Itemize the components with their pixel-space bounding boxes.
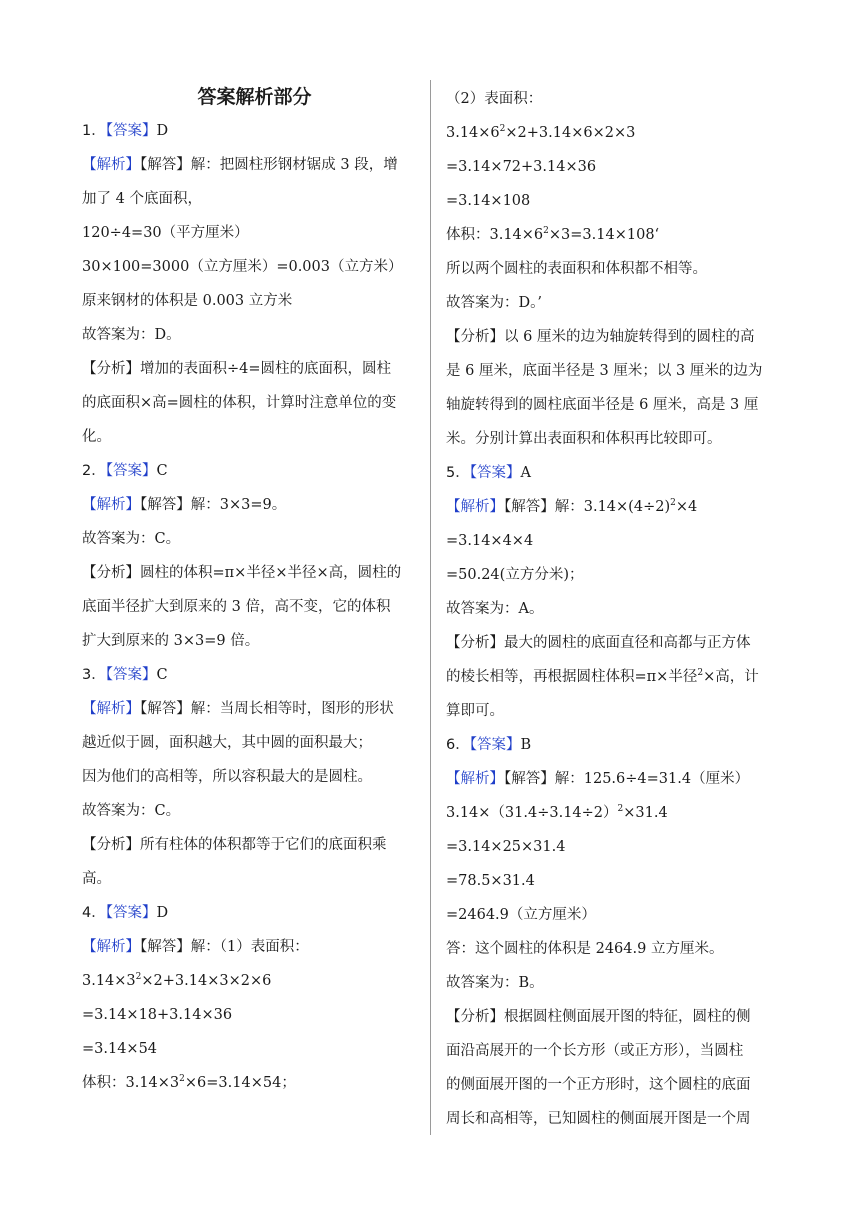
answer-tag: 【解析】 [446, 771, 504, 787]
line-text-tail: ×2+3.14×6×2×3 [505, 125, 636, 141]
text-line [82, 998, 427, 1032]
text-line [82, 760, 427, 794]
line-text: 扩大到原来的 3×3=9 倍。 [82, 633, 260, 649]
line-text: 【解答】解：3.14×(4÷2) [504, 499, 671, 515]
answer-tag: 【解析】 [82, 497, 140, 513]
text-line [82, 420, 427, 454]
text-line [82, 114, 427, 148]
text-line [446, 728, 791, 762]
line-text: =2464.9（立方厘米） [446, 907, 596, 923]
text-line [82, 284, 427, 318]
text-line [82, 182, 427, 216]
text-line [446, 1102, 791, 1136]
left-lines [82, 114, 427, 1100]
text-line [446, 252, 791, 286]
question-number: 5． [446, 465, 470, 481]
line-text: =50.24(立方分米)； [446, 567, 584, 583]
line-text: 体积：3.14×6 [446, 227, 544, 243]
text-line [82, 522, 427, 556]
text-line [446, 558, 791, 592]
text-line [82, 828, 427, 862]
line-text: 高。 [82, 871, 111, 887]
line-text: 加了 4 个底面积， [82, 191, 202, 207]
text-line [82, 658, 427, 692]
superscript: 2 [543, 226, 549, 236]
line-text: =3.14×72+3.14×36 [446, 159, 597, 175]
text-line [446, 286, 791, 320]
text-line [446, 966, 791, 1000]
line-text: 周长和高相等，已知圆柱的侧面展开图是一个周 [446, 1111, 751, 1127]
line-text: 轴旋转得到的圆柱底面半径是 6 厘米，高是 3 厘 [446, 397, 759, 413]
line-text: 故答案为：A。 [446, 601, 544, 617]
superscript: 2 [670, 498, 676, 508]
line-text: 因为他们的高相等，所以容积最大的是圆柱。 [82, 769, 372, 785]
line-text: 故答案为：D。’ [446, 295, 542, 311]
superscript: 2 [499, 124, 506, 134]
line-text-tail: ×3=3.14×108‘ [548, 227, 660, 243]
text-line [82, 556, 427, 590]
line-text: 的底面积×高=圆柱的体积，计算时注意单位的变 [82, 395, 397, 411]
line-text: =3.14×108 [446, 193, 531, 209]
right-lines [446, 82, 791, 1136]
line-text: 【分析】所有柱体的体积都等于它们的底面积乘 [82, 837, 387, 853]
answer-tag: 【解析】 [446, 499, 504, 515]
line-text-tail: ×31.4 [623, 805, 668, 821]
text-line [82, 726, 427, 760]
answer-tag: 【解析】 [82, 939, 140, 955]
text-line [446, 82, 791, 116]
line-text: =3.14×18+3.14×36 [82, 1007, 233, 1023]
line-text: 【分析】圆柱的体积=π×半径×半径×高，圆柱的 [82, 565, 402, 581]
text-line [446, 218, 791, 252]
line-text: 原来钢材的体积是 0.003 立方米 [82, 293, 293, 309]
text-line [82, 386, 427, 420]
text-line [446, 592, 791, 626]
line-text: 故答案为：B。 [446, 975, 544, 991]
line-text: 体积：3.14×3 [82, 1075, 180, 1091]
line-text: 【分析】最大的圆柱的底面直径和高都与正方体 [446, 635, 751, 651]
line-text: 【解答】解：3×3=9。 [140, 497, 287, 513]
line-text: 120÷4=30（平方厘米） [82, 225, 249, 241]
text-line [446, 932, 791, 966]
line-text: 化。 [82, 429, 111, 445]
text-line [82, 794, 427, 828]
text-line [82, 930, 427, 964]
line-text: 面沿高展开的一个长方形（或正方形），当圆柱 [446, 1043, 744, 1059]
text-line [446, 626, 791, 660]
text-line [82, 896, 427, 930]
line-text: 【分析】以 6 厘米的边为轴旋转得到的圆柱的高 [446, 329, 755, 345]
text-line [446, 524, 791, 558]
superscript: 2 [179, 1074, 185, 1084]
right-column [446, 82, 791, 1136]
text-line [446, 830, 791, 864]
text-line [446, 796, 791, 830]
line-text: 故答案为：C。 [82, 531, 181, 547]
text-line [446, 184, 791, 218]
answer-tag: 【答案】 [469, 737, 521, 753]
line-text: 故答案为：C。 [82, 803, 181, 819]
text-line [446, 694, 791, 728]
text-line [446, 150, 791, 184]
line-text: 答：这个圆柱的体积是 2464.9 立方厘米。 [446, 941, 724, 957]
text-line [82, 454, 427, 488]
column-divider [430, 80, 431, 1135]
question-number: 6． [446, 737, 470, 753]
line-text: 底面半径扩大到原来的 3 倍，高不变，它的体积 [82, 599, 391, 615]
line-text: =3.14×54 [82, 1041, 158, 1057]
line-text: 米。分别计算出表面积和体积再比较即可。 [446, 431, 722, 447]
line-text: A [520, 465, 531, 481]
answer-tag: 【答案】 [105, 667, 157, 683]
text-line [446, 1034, 791, 1068]
text-line [82, 624, 427, 658]
superscript: 2 [135, 972, 142, 982]
line-text: 所以两个圆柱的表面积和体积都不相等。 [446, 261, 707, 277]
answer-tag: 【解析】 [82, 701, 140, 717]
question-number: 3． [82, 667, 106, 683]
text-line [446, 1068, 791, 1102]
text-line [446, 660, 791, 694]
line-text: 【分析】增加的表面积÷4=圆柱的底面积，圆柱 [82, 361, 392, 377]
page-title: 答案解析部分 [197, 86, 312, 108]
line-text: 越近似于圆，面积越大，其中圆的面积最大； [82, 735, 372, 751]
line-text: 是 6 厘米，底面半径是 3 厘米；以 3 厘米的边为 [446, 363, 763, 379]
question-number: 1． [82, 123, 106, 139]
text-line [446, 320, 791, 354]
text-line [82, 216, 427, 250]
line-text: D [156, 123, 169, 139]
left-column [82, 82, 427, 1100]
answer-tag: 【答案】 [105, 123, 157, 139]
line-text: B [520, 737, 532, 753]
text-line [446, 864, 791, 898]
text-line [446, 762, 791, 796]
superscript: 2 [697, 668, 704, 678]
text-line [446, 456, 791, 490]
line-text: 【解答】解：把圆柱形钢材锯成 3 段，增 [140, 157, 398, 173]
line-text: 【分析】根据圆柱侧面展开图的特征，圆柱的侧 [446, 1009, 751, 1025]
line-text-tail: ×2+3.14×3×2×6 [141, 973, 272, 989]
line-text: 3.14×6 [446, 125, 500, 141]
question-number: 2． [82, 463, 106, 479]
line-text: 算即可。 [446, 703, 504, 719]
line-text: 30×100=3000（立方厘米）=0.003（立方米） [82, 259, 403, 275]
text-line [82, 590, 427, 624]
line-text: 【解答】解：125.6÷4=31.4（厘米） [504, 771, 750, 787]
text-line [82, 862, 427, 896]
question-number: 4． [82, 905, 106, 921]
text-line [82, 1032, 427, 1066]
answer-tag: 【答案】 [469, 465, 521, 481]
text-line [446, 490, 791, 524]
text-line [82, 964, 427, 998]
line-text-tail: ×4 [675, 499, 698, 515]
text-line [82, 1066, 427, 1100]
line-text: （2）表面积： [446, 91, 543, 107]
line-text: 【解答】解：（1）表面积： [140, 939, 309, 955]
answer-tag: 【答案】 [105, 463, 157, 479]
text-line [82, 352, 427, 386]
line-text-tail: ×高，计 [703, 669, 759, 685]
text-line [82, 318, 427, 352]
text-line [446, 1000, 791, 1034]
text-line [82, 692, 427, 726]
text-line [446, 898, 791, 932]
text-line [446, 388, 791, 422]
text-line [446, 116, 791, 150]
line-text: 3.14×3 [82, 973, 136, 989]
line-text: 的棱长相等，再根据圆柱体积=π×半径 [446, 669, 698, 685]
superscript: 2 [617, 804, 624, 814]
text-line [82, 148, 427, 182]
line-text: =3.14×4×4 [446, 533, 534, 549]
text-line [82, 488, 427, 522]
line-text: 【解答】解：当周长相等时，图形的形状 [140, 701, 394, 717]
text-line [446, 354, 791, 388]
line-text: =78.5×31.4 [446, 873, 535, 889]
answer-tag: 【解析】 [82, 157, 140, 173]
line-text: C [156, 463, 168, 479]
line-text-tail: ×6=3.14×54； [184, 1075, 296, 1091]
line-text: 故答案为：D。 [82, 327, 181, 343]
line-text: 的侧面展开图的一个正方形时，这个圆柱的底面 [446, 1077, 751, 1093]
text-line [446, 422, 791, 456]
line-text: C [156, 667, 168, 683]
answer-tag: 【答案】 [105, 905, 157, 921]
text-line [82, 250, 427, 284]
line-text: =3.14×25×31.4 [446, 839, 566, 855]
line-text: 3.14×（31.4÷3.14÷2） [446, 805, 618, 821]
line-text: D [156, 905, 169, 921]
